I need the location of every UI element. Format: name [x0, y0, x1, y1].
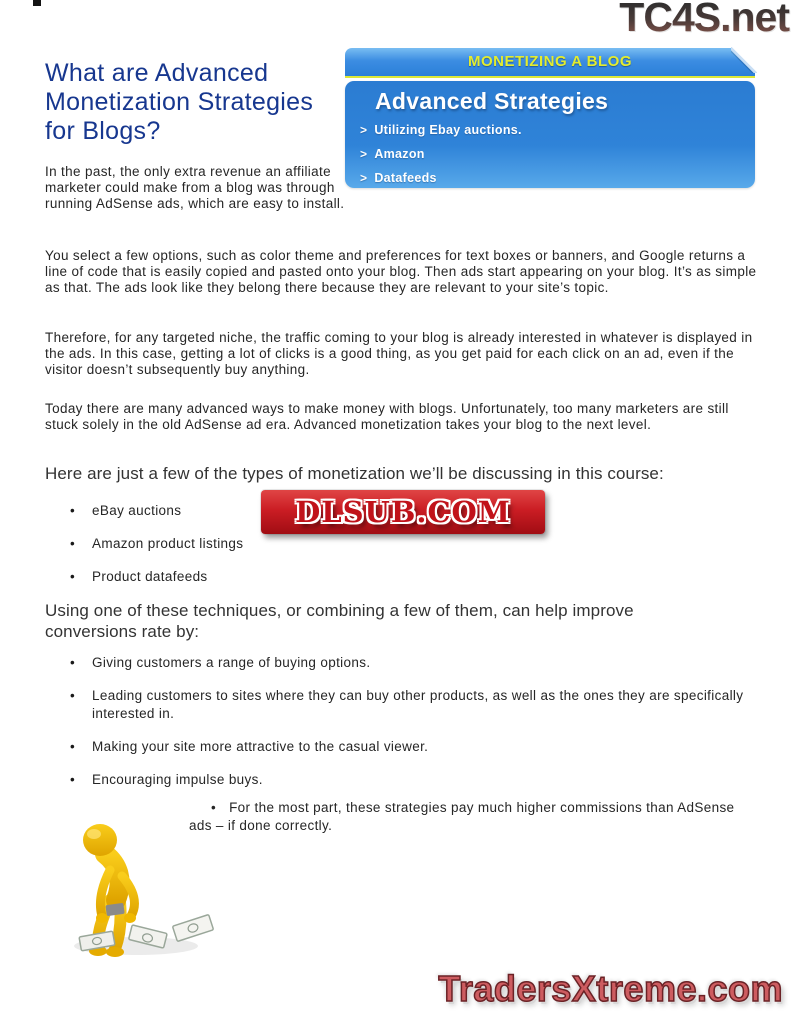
bullet-icon: •	[70, 536, 76, 551]
bullet-icon: •	[70, 772, 76, 787]
infographic-header-bar	[345, 48, 755, 78]
body-paragraph: Therefore, for any targeted niche, the traffic coming to your blog is already interested in whatever is displayed in the ads. In this case, getting a lot of clicks is a good thing, as you get paid for each click on an ad, even if the visitor doesn’t subsequently buy anything.	[45, 330, 753, 377]
monetizing-infographic	[345, 48, 755, 188]
intro-paragraph: In the past, the only extra revenue an affiliate marketer could make from a blog was through running AdSense ads, which are easy to install.	[45, 164, 345, 211]
dlsub-watermark-logo: DLSUB.COM	[261, 490, 545, 534]
bullet-icon: •	[70, 655, 76, 670]
list-item: • Leading customers to sites where they can buy other products, as well as the ones they are specifically interested in.	[70, 688, 744, 721]
infographic-item: > Amazon	[360, 147, 425, 161]
page-title: What are Advanced Monetization Strategies for Blogs?	[45, 59, 314, 145]
bullet-icon: •	[70, 688, 76, 703]
bullet-icon: •	[70, 739, 76, 754]
scan-artifact-mark	[33, 0, 41, 6]
benefits-list	[70, 654, 750, 804]
chevron-right-icon: >	[360, 147, 368, 161]
tc4s-site-logo: TC4S.net	[619, 0, 791, 41]
chevron-right-icon: >	[360, 123, 368, 137]
page-curl-icon	[731, 47, 757, 73]
infographic-body	[345, 81, 755, 188]
bullet-icon: •	[211, 800, 217, 815]
bullet-icon: •	[70, 503, 76, 518]
body-paragraph: You select a few options, such as color theme and preferences for text boxes or banners, and Google returns a line of code that is easily copied and pasted onto your blog. Then ads start appearing on your blog. It’s as simple as that. The ads look like they belong there because they are relevant to your site’s topic.	[45, 248, 757, 295]
tradersxtreme-footer-logo: TradersXtreme.com	[438, 968, 783, 1009]
closing-bullet-text: For the most part, these strategies pay much higher commissions than AdSense ads – if done correctly.	[189, 800, 735, 833]
lead-line-conversions: Using one of these techniques, or combining a few of them, can help improve conversions rate by:	[45, 601, 634, 641]
money-figure-illustration	[58, 808, 236, 960]
infographic-header-label: MONETIZING A BLOG	[467, 53, 633, 70]
bullet-icon: •	[70, 569, 76, 584]
list-item: • Encouraging impulse buys.	[70, 772, 263, 787]
list-item: • eBay auctions	[70, 503, 182, 518]
body-paragraph: Today there are many advanced ways to make money with blogs. Unfortunately, too many marketers are still stuck solely in the old AdSense ad era. Advanced monetization takes your blog to the next level.	[45, 401, 729, 432]
lead-line-course-types: Here are just a few of the types of monetization we’ll be discussing in this course:	[45, 464, 664, 483]
list-item: • Giving customers a range of buying options.	[70, 655, 371, 670]
infographic-item: > Datafeeds	[360, 171, 437, 185]
infographic-title: Advanced Strategies	[375, 88, 609, 114]
list-item: • Amazon product listings	[70, 536, 244, 551]
infographic-item-list	[360, 123, 755, 185]
closing-bullet	[189, 799, 749, 835]
chevron-right-icon: >	[360, 171, 368, 185]
infographic-item: > Utilizing Ebay auctions.	[360, 123, 522, 137]
list-item: • Product datafeeds	[70, 569, 208, 584]
list-item: • Making your site more attractive to the casual viewer.	[70, 739, 429, 754]
